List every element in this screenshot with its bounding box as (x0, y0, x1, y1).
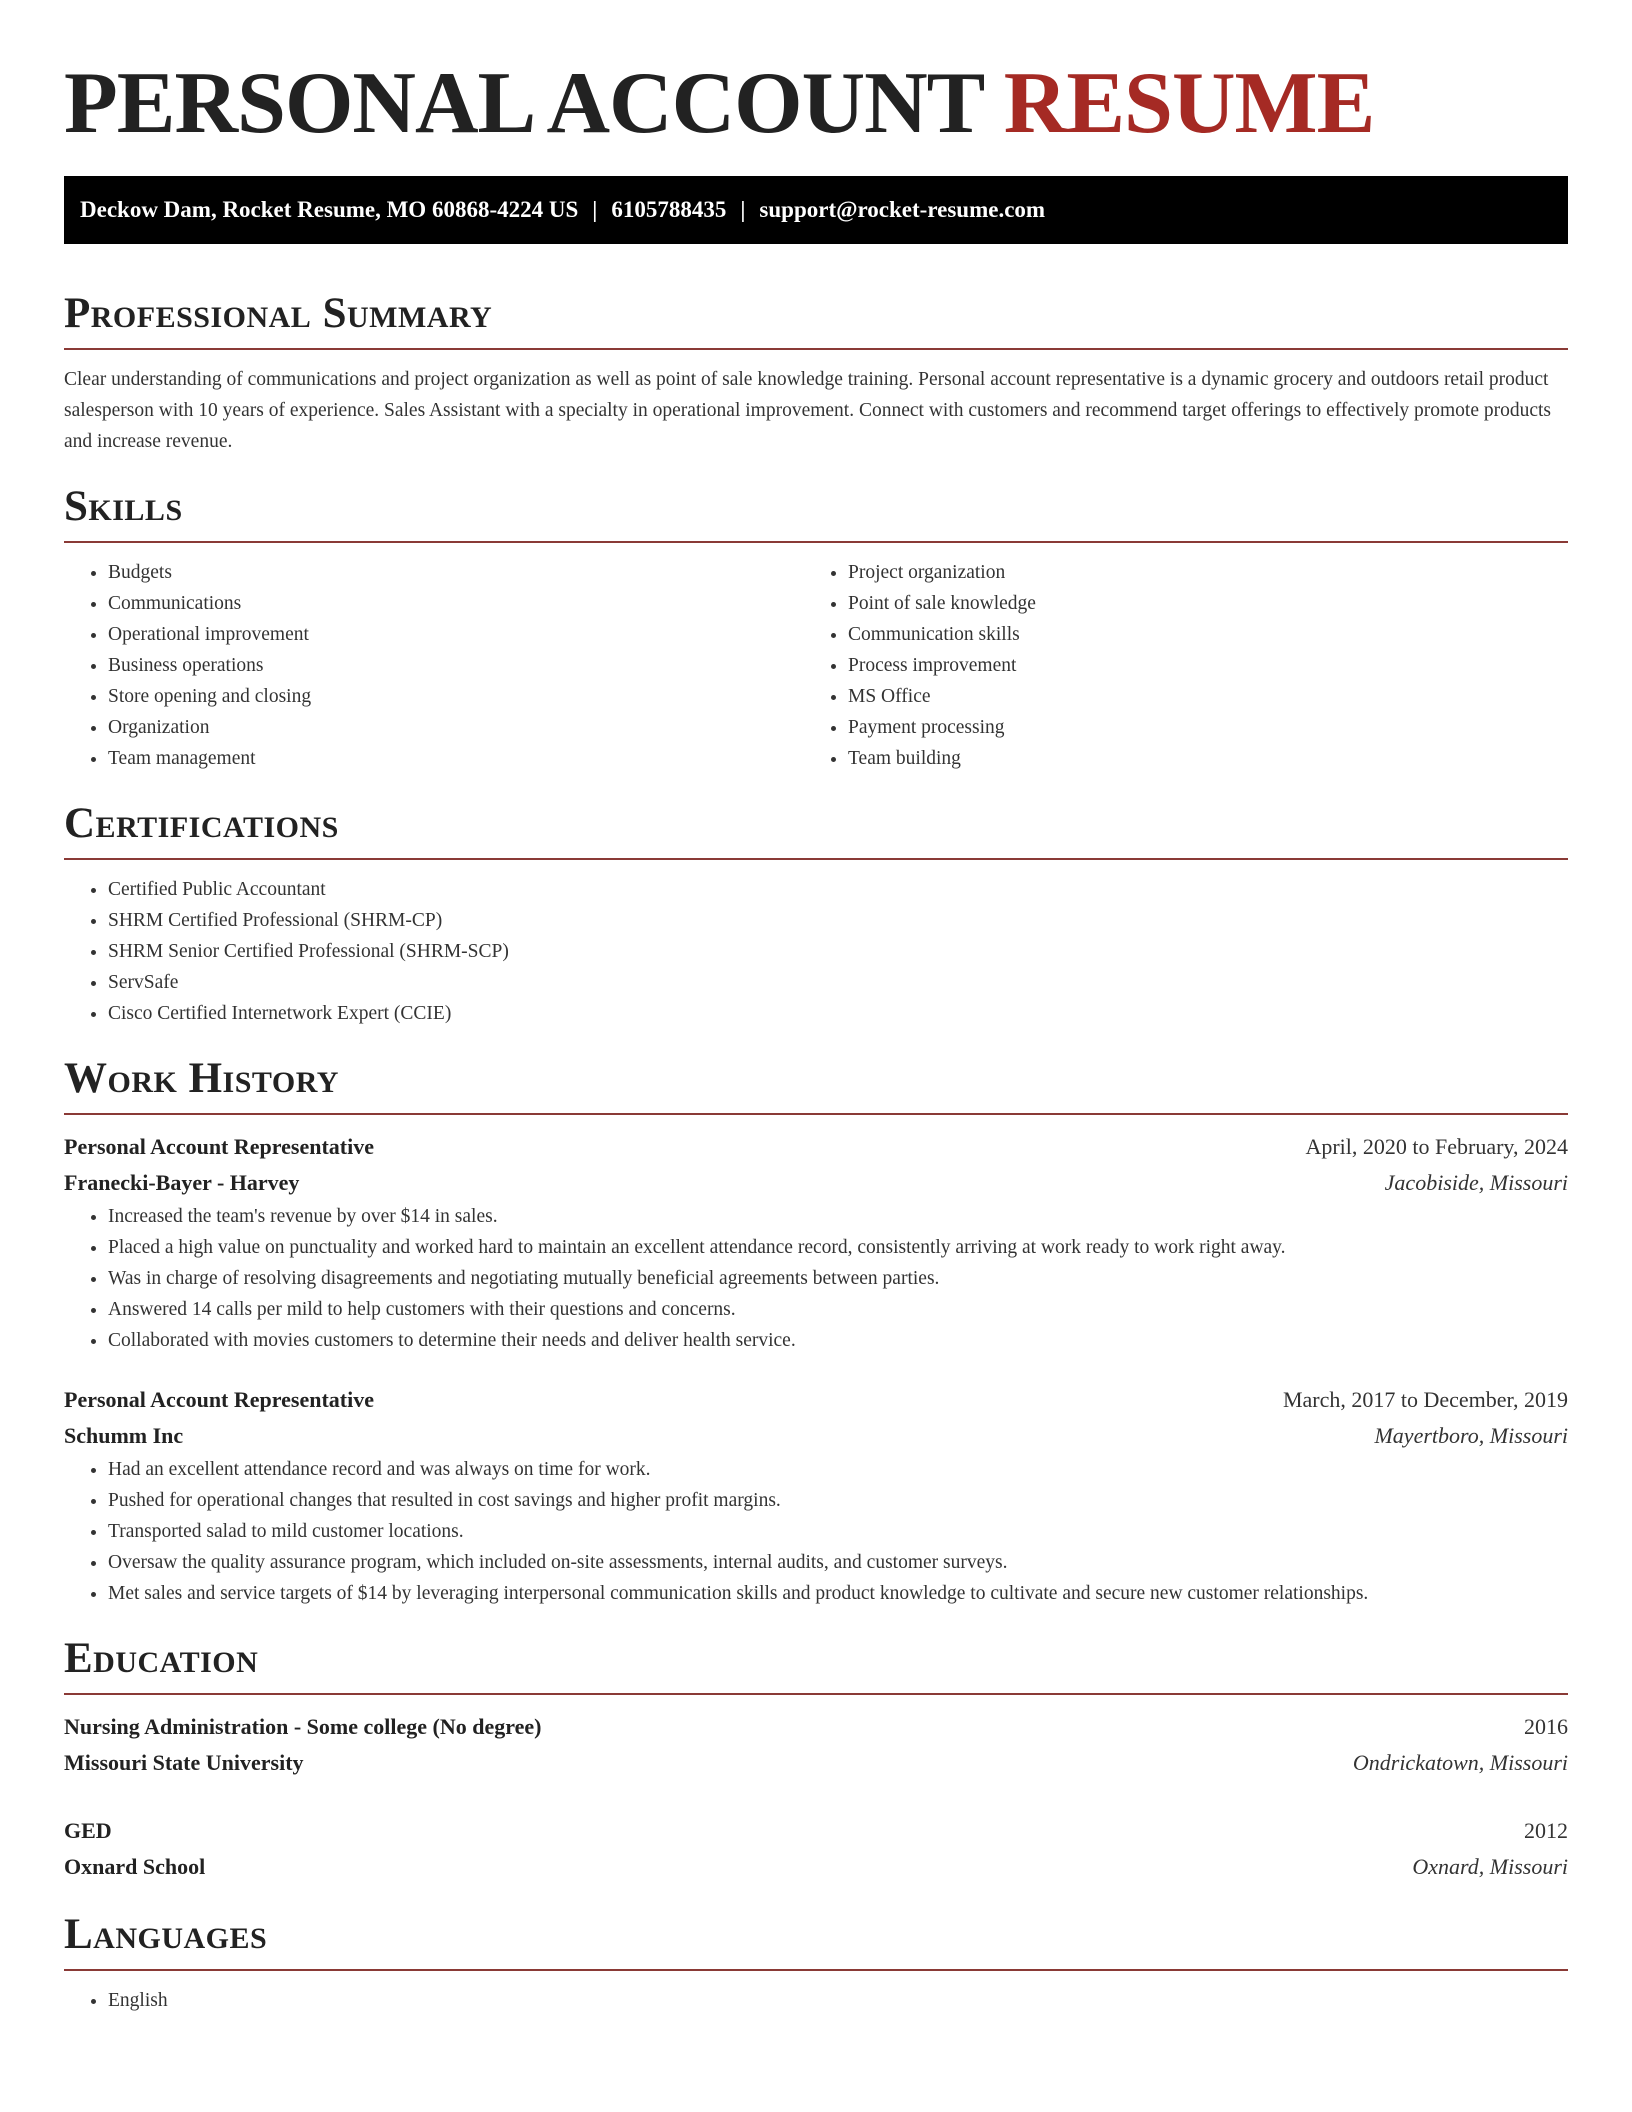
certification-item: • ServSafe (108, 967, 1568, 998)
languages-heading: Languages (64, 1911, 268, 1958)
job-bullet: • Met sales and service targets of $14 by leveraging interpersonal communication skills and product knowledge to cultivate and secure new customer relationships. (108, 1578, 1568, 1609)
section-divider (64, 1113, 1568, 1115)
education-degree: GED (64, 1818, 112, 1843)
job-bullet: • Oversaw the quality assurance program, which included on-site assessments, internal audits, and customer surveys. (108, 1547, 1568, 1578)
title-main: PERSONAL ACCOUNT (64, 55, 983, 152)
education-degree-row (64, 1709, 1568, 1745)
education-location: Ondrickatown, Missouri (1352, 1750, 1568, 1775)
job-bullets (64, 1201, 1568, 1356)
resume-title (64, 54, 1568, 154)
skill-item: • Business operations (108, 650, 804, 681)
job-bullet: • Answered 14 calls per mild to help customers with their questions and concerns. (108, 1294, 1568, 1325)
skill-item: • Operational improvement (108, 619, 804, 650)
title-accent: RESUME (1003, 55, 1375, 152)
contact-bar (64, 176, 1568, 244)
education-school-row (64, 1849, 1568, 1885)
job-title-row (64, 1129, 1568, 1165)
education-year: 2016 (1524, 1714, 1568, 1739)
job-entry (64, 1129, 1568, 1356)
skill-item: • Organization (108, 712, 804, 743)
skills-grid (64, 557, 1568, 774)
job-bullet: • Increased the team's revenue by over $14 in sales. (108, 1201, 1568, 1232)
job-company: Schumm Inc (64, 1423, 184, 1448)
skill-item: • MS Office (848, 681, 1568, 712)
job-bullet: • Collaborated with movies customers to determine their needs and deliver health service. (108, 1325, 1568, 1356)
skill-item: • Point of sale knowledge (848, 588, 1568, 619)
contact-separator: | (740, 197, 746, 222)
skills-list-right (804, 557, 1568, 774)
job-bullets (64, 1454, 1568, 1609)
skill-item: • Team building (848, 743, 1568, 774)
education-degree-row (64, 1813, 1568, 1849)
job-company-row (64, 1165, 1568, 1201)
education-heading: Education (64, 1635, 259, 1682)
work-history-heading: Work History (64, 1055, 339, 1102)
language-item: • English (108, 1985, 1568, 2016)
education-school: Missouri State University (64, 1750, 304, 1775)
skills-heading: Skills (64, 483, 183, 530)
summary-text: Clear understanding of communications and project organization as well as point of sale knowledge training. Personal account representative is a dynamic grocery and outdoors retail product salesperson with 10 years of experience. Sales Assistant with a specialty in operational improvement. Connect with customers and recommend target offerings to effectively promote products and increase revenue. (64, 369, 1552, 452)
job-location: Jacobiside, Missouri (1384, 1170, 1568, 1195)
skill-item: • Payment processing (848, 712, 1568, 743)
job-bullet: • Had an excellent attendance record and was always on time for work. (108, 1454, 1568, 1485)
education-entry (64, 1709, 1568, 1781)
section-divider (64, 541, 1568, 543)
education-section (64, 1633, 1568, 1885)
certification-item: • Certified Public Accountant (108, 874, 1568, 905)
languages-section (64, 1909, 1568, 2016)
section-divider (64, 1693, 1568, 1695)
job-entry (64, 1382, 1568, 1609)
contact-address: Deckow Dam, Rocket Resume, MO 60868-4224 US (80, 197, 579, 222)
skills-section (64, 481, 1568, 774)
summary-heading: Professional Summary (64, 290, 493, 337)
skill-item: • Project organization (848, 557, 1568, 588)
contact-phone: 6105788435 (611, 197, 727, 222)
job-bullet: • Was in charge of resolving disagreements and negotiating mutually beneficial agreements between parties. (108, 1263, 1568, 1294)
summary-section (64, 288, 1568, 457)
job-company: Franecki-Bayer - Harvey (64, 1170, 300, 1195)
section-divider (64, 858, 1568, 860)
certification-item: • SHRM Certified Professional (SHRM-CP) (108, 905, 1568, 936)
job-bullet: • Transported salad to mild customer locations. (108, 1516, 1568, 1547)
certification-item: • SHRM Senior Certified Professional (SHRM-SCP) (108, 936, 1568, 967)
education-entry (64, 1813, 1568, 1885)
skill-item: • Team management (108, 743, 804, 774)
skill-item: • Budgets (108, 557, 804, 588)
contact-separator: | (592, 197, 598, 222)
education-school: Oxnard School (64, 1854, 206, 1879)
skill-item: • Process improvement (848, 650, 1568, 681)
certification-item: • Cisco Certified Internetwork Expert (CCIE) (108, 998, 1568, 1029)
job-title-row (64, 1382, 1568, 1418)
certifications-list (64, 874, 1568, 1029)
certifications-section (64, 798, 1568, 1029)
contact-email: support@rocket-resume.com (759, 197, 1046, 222)
languages-list (64, 1985, 1568, 2016)
section-divider (64, 1969, 1568, 1971)
education-year: 2012 (1524, 1818, 1568, 1843)
job-dates: March, 2017 to December, 2019 (1282, 1387, 1568, 1412)
job-location: Mayertboro, Missouri (1374, 1423, 1568, 1448)
work-history-section (64, 1053, 1568, 1609)
section-divider (64, 348, 1568, 350)
skill-item: • Store opening and closing (108, 681, 804, 712)
skills-list-left (64, 557, 804, 774)
job-dates: April, 2020 to February, 2024 (1305, 1134, 1568, 1159)
education-school-row (64, 1745, 1568, 1781)
job-bullet: • Placed a high value on punctuality and worked hard to maintain an excellent attendance record, consistently arriving at work ready to work right away. (108, 1232, 1568, 1263)
education-location: Oxnard, Missouri (1412, 1854, 1568, 1879)
education-degree: Nursing Administration - Some college (No degree) (64, 1714, 542, 1739)
skill-item: • Communications (108, 588, 804, 619)
certifications-heading: Certifications (64, 800, 339, 847)
job-title: Personal Account Representative (64, 1387, 374, 1412)
job-title: Personal Account Representative (64, 1134, 374, 1159)
job-company-row (64, 1418, 1568, 1454)
job-bullet: • Pushed for operational changes that resulted in cost savings and higher profit margins. (108, 1485, 1568, 1516)
skill-item: • Communication skills (848, 619, 1568, 650)
